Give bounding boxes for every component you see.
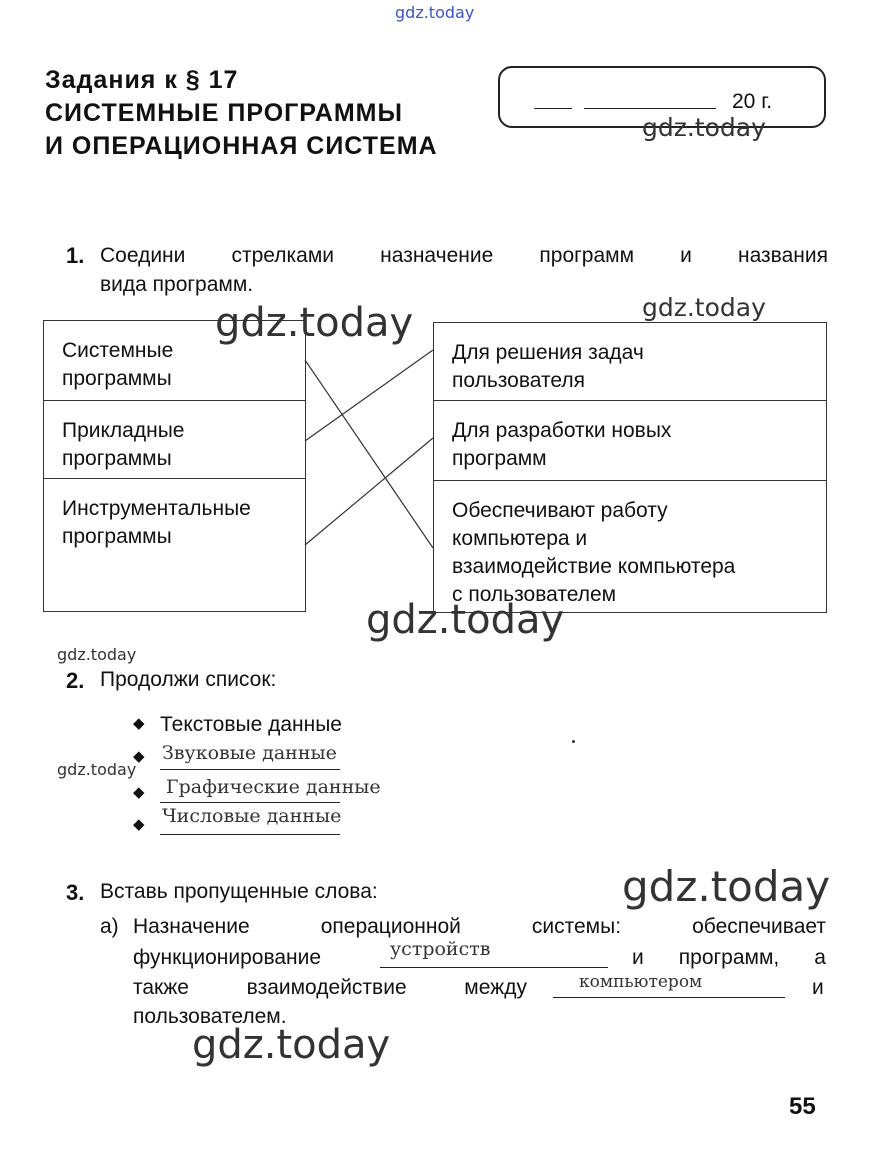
- cell-text: программ: [452, 447, 547, 470]
- page-number: 55: [789, 1093, 816, 1120]
- task1-number: 1.: [66, 243, 85, 268]
- cell-text: взаимодействие компьютера: [452, 555, 736, 578]
- cell-text: программы: [62, 447, 172, 470]
- watermark-below-table: gdz.today: [366, 597, 565, 643]
- task1-word: названия: [738, 244, 828, 267]
- task3-word: операционной: [320, 915, 461, 938]
- speck: [572, 740, 575, 743]
- answer-line: [380, 967, 608, 968]
- watermark-small-1: gdz.today: [57, 645, 137, 664]
- diamond-bullet-icon: ◆: [133, 748, 145, 765]
- diamond-bullet-icon: ◆: [133, 816, 145, 833]
- task3-word: системы:: [531, 915, 622, 938]
- watermark-table: gdz.today: [215, 300, 414, 346]
- task1-word: назначение: [380, 244, 494, 267]
- task3-line1: [133, 915, 826, 939]
- task3-line3-end: и: [812, 976, 824, 999]
- task3-line2-end: [632, 946, 826, 970]
- task3-word: и: [632, 946, 644, 969]
- watermark-task1-right: gdz.today: [642, 293, 766, 322]
- diamond-bullet-icon: ◆: [133, 784, 145, 801]
- task1-word: стрелками: [231, 244, 335, 267]
- watermark-bottom: gdz.today: [192, 1022, 391, 1068]
- answer-line: [160, 802, 340, 803]
- cell-text: с пользователем: [452, 583, 617, 606]
- cell-text: Для решения задач: [452, 341, 644, 364]
- task1-prompt-line2: вида программ.: [100, 273, 254, 296]
- section-heading: Задания к § 17: [45, 66, 239, 94]
- diamond-bullet-icon: ◆: [133, 715, 145, 732]
- connection-line-applied: [305, 350, 433, 441]
- page-title-line1: СИСТЕМНЫЕ ПРОГРАММЫ: [45, 99, 403, 127]
- task3-word: между: [464, 976, 527, 999]
- task3-line3-start: [133, 976, 527, 1000]
- task2-prompt: Продолжи список:: [100, 668, 277, 691]
- cell-text: Обеспечивают работу: [452, 499, 668, 522]
- answer-line: [160, 769, 340, 770]
- cell-text: компьютера и: [452, 527, 588, 550]
- task3-word: обеспечивает: [692, 915, 826, 938]
- watermark-small-2: gdz.today: [57, 760, 137, 779]
- list-item-text-data: Текстовые данные: [160, 713, 342, 736]
- task3-line4: пользователем.: [133, 1005, 287, 1028]
- task1-word: программ: [539, 244, 635, 267]
- cell-text: Системные: [62, 339, 174, 362]
- handwritten-list-item: Графические данные: [166, 776, 381, 798]
- cell-text: программы: [62, 525, 172, 548]
- task3-word: а: [814, 946, 826, 969]
- task3-part-label: а): [100, 915, 119, 938]
- handwritten-list-item: Звуковые данные: [162, 742, 337, 764]
- task3-word: Назначение: [133, 915, 250, 938]
- task3-word: программ,: [678, 946, 780, 969]
- answer-line: [553, 997, 785, 998]
- cell-text: Прикладные: [62, 419, 185, 442]
- task3-number: 3.: [66, 880, 85, 905]
- task1-word: Соедини: [100, 244, 186, 267]
- handwritten-answer-2: компьютером: [579, 972, 703, 992]
- handwritten-answer-1: устройств: [390, 938, 491, 960]
- watermark-task3: gdz.today: [622, 862, 831, 911]
- answer-line: [160, 834, 340, 835]
- cell-text: Инструментальные: [62, 497, 251, 520]
- cell-text: Для разработки новых: [452, 419, 672, 442]
- task1-word: и: [680, 244, 692, 267]
- date-year-suffix: 20 г.: [732, 90, 773, 113]
- watermark-top: gdz.today: [395, 3, 475, 22]
- task3-word: взаимодействие: [246, 976, 407, 999]
- cell-text: программы: [62, 367, 172, 390]
- task3-word: также: [133, 976, 189, 999]
- cell-text: пользователя: [452, 369, 585, 392]
- task2-number: 2.: [66, 668, 85, 693]
- task3-prompt: Вставь пропущенные слова:: [100, 880, 378, 903]
- watermark-header: gdz.today: [642, 113, 766, 142]
- page-title-line2: И ОПЕРАЦИОННАЯ СИСТЕМА: [45, 132, 438, 160]
- handwritten-list-item: Числовые данные: [162, 805, 342, 827]
- task3-line2-start: функционирование: [133, 946, 322, 969]
